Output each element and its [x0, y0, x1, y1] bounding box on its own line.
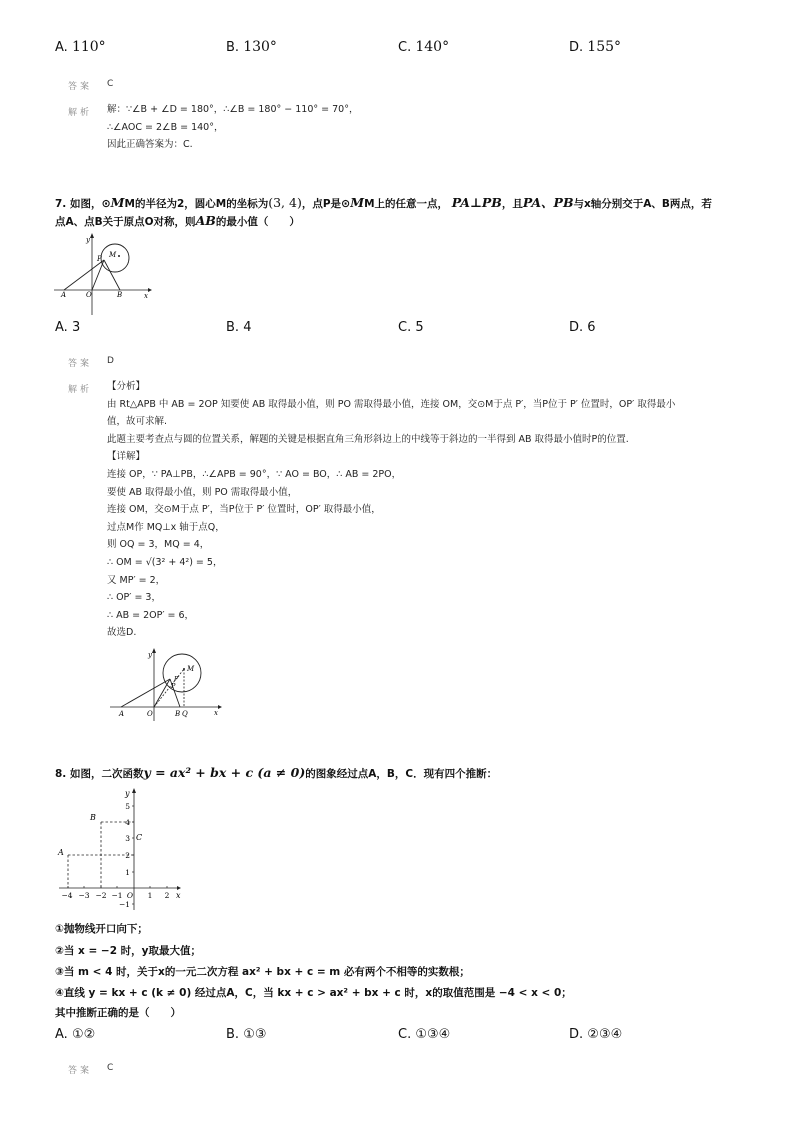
- q6-answer: C: [107, 79, 114, 89]
- q7-answer-label: 答案: [68, 359, 93, 369]
- analysis-line: 又 MP′ = 2，: [107, 574, 166, 586]
- q8-stem: 8. 如图，二次函数y = ax² + bx + c (a ≠ 0)的图象经过点A，B，C．现有四个推断：: [55, 765, 498, 780]
- label-a: A: [61, 291, 67, 299]
- label-y: y: [148, 651, 152, 659]
- y-tick-label: −1: [118, 900, 130, 909]
- question-number: 7.: [55, 198, 67, 210]
- analysis-line: 则 OQ = 3，MQ = 4，: [107, 539, 210, 551]
- label-b: B: [117, 291, 123, 299]
- x-tick-label: 2: [164, 891, 170, 900]
- y-axis-arrow: [90, 233, 94, 238]
- analysis-line: 故选D.: [107, 627, 137, 639]
- option-value: ①③④: [415, 1027, 451, 1042]
- label-p-prime: P′: [174, 676, 180, 683]
- option-value: 6: [587, 320, 596, 335]
- q7-answer: D: [107, 356, 114, 366]
- option-letter: C.: [398, 40, 412, 55]
- y-tick-label: 3: [125, 834, 130, 843]
- circle-dot-icon: ⊙: [101, 197, 111, 210]
- question-number: 8.: [55, 768, 67, 780]
- y-axis-arrow: [132, 788, 136, 793]
- q8-option-b[interactable]: [226, 1027, 267, 1042]
- analysis-line: 要使 AB 取得最小值，则 PO 需取得最小值，: [107, 486, 298, 498]
- q7-option-c[interactable]: [398, 320, 424, 335]
- q7-solution-figure: [108, 645, 228, 725]
- q8-statement-3: ③当 m < 4 时，关于x的一元二次方程 ax² + bx + c = m 必有两个不相等的实数根；: [55, 966, 470, 978]
- x-tick-label: −2: [95, 891, 107, 900]
- option-letter: C.: [398, 320, 412, 335]
- x-tick-label: −4: [61, 891, 73, 900]
- analysis-line: ∴∠AOC = 2∠B = 140°，: [107, 121, 224, 133]
- analysis-line: 【详解】: [107, 451, 146, 463]
- analysis-line: 此题主要考查点与圆的位置关系，解题的关键是根据直角三角形斜边上的中线等于斜边的一半得到 AB 取得最小值时P的位置.: [107, 433, 629, 445]
- y-tick-label: 4: [125, 818, 130, 827]
- x-axis-arrow: [148, 288, 152, 292]
- analysis-line: 由 Rt△APB 中 AB = 2OP 知要使 AB 取得最小值，则 PO 需取得最小值，连接 OM，交⊙M于点 P′，当P位于 P′ 位置时，OP′ 取得最小: [107, 398, 676, 410]
- circle-m: [163, 654, 201, 692]
- x-tick-label: −3: [78, 891, 90, 900]
- label-b: B: [90, 813, 96, 822]
- q7-stem-line2: 点A、点B关于原点O对称，则AB的最小值（ ）: [55, 213, 300, 228]
- q8-statement-2: ②当 x = −2 时，y取最大值；: [55, 945, 202, 957]
- x-tick-label: O: [126, 891, 134, 900]
- option-letter: A.: [55, 320, 68, 335]
- guide-lines: [68, 822, 134, 888]
- analysis-line: ∴ OM = √(3² + 4²) = 5，: [107, 556, 223, 568]
- q8-option-c[interactable]: [398, 1027, 450, 1042]
- option-value: ①③: [243, 1027, 267, 1042]
- y-tick-label: 5: [125, 802, 130, 811]
- q6-option-a[interactable]: [55, 39, 106, 55]
- q7-option-d[interactable]: [569, 320, 596, 335]
- x-axis-arrow: [218, 705, 222, 709]
- label-a: A: [119, 710, 125, 718]
- segment-om: [154, 669, 184, 707]
- q8-closing: 其中推断正确的是（ ）: [55, 1007, 181, 1019]
- label-x: x: [214, 709, 218, 717]
- q7-stem-line1: 7. 如图，⊙MM的半径为2，圆心M的坐标为(3, 4)，点P是⊙MM上的任意一点， PA⊥PB，且PA、PB与x轴分别交于A、B两点，若: [55, 195, 712, 210]
- y-tick-label: 1: [125, 868, 130, 877]
- q6-analysis: [107, 101, 358, 154]
- option-value: ②③④: [587, 1027, 623, 1042]
- q8-answer-label: 答案: [68, 1066, 93, 1076]
- analysis-line: ∴ AB = 2OP′ = 6，: [107, 609, 195, 621]
- option-value: 4: [243, 320, 252, 335]
- option-value: 3: [71, 320, 81, 335]
- option-letter: B.: [226, 320, 240, 335]
- q8-statement-1: ①抛物线开口向下；: [55, 923, 148, 935]
- analysis-line: 解：∵∠B + ∠D = 180°，∴∠B = 180° − 110° = 70°，: [107, 104, 359, 115]
- option-value: 130°: [243, 39, 277, 55]
- label-y: y: [125, 789, 130, 798]
- analysis-line: 值，故可求解.: [107, 416, 168, 428]
- label-b: B: [175, 710, 181, 718]
- analysis-line: 连接 OM，交⊙M于点 P′，当P位于 P′ 位置时，OP′ 取得最小值，: [107, 504, 381, 516]
- q8-option-a[interactable]: [55, 1027, 95, 1042]
- x-tick-label: 1: [147, 891, 153, 900]
- analysis-line: 过点M作 MQ⊥x 轴于点Q，: [107, 521, 225, 533]
- q6-option-b[interactable]: [226, 39, 277, 55]
- option-letter: A.: [55, 40, 68, 55]
- option-value: 5: [415, 320, 424, 335]
- q7-figure: [50, 230, 155, 320]
- analysis-line: ∴ OP′ = 3，: [107, 592, 161, 604]
- q8-statement-4: ④直线 y = kx + c (k ≠ 0) 经过点A，C，当 kx + c > ax² + bx + c 时，x的取值范围是 −4 < x < 0；: [55, 987, 572, 999]
- option-letter: A.: [55, 1027, 68, 1042]
- q6-option-c[interactable]: [398, 39, 449, 55]
- q6-option-d[interactable]: [569, 39, 621, 55]
- label-o: O: [147, 710, 153, 718]
- label-y: y: [86, 236, 90, 244]
- option-letter: D.: [569, 40, 584, 55]
- label-m: M: [109, 251, 117, 259]
- segment-pa: [121, 679, 170, 707]
- option-value: 110°: [71, 39, 106, 55]
- q7-analysis: [107, 378, 722, 642]
- option-value: 155°: [587, 39, 622, 55]
- label-o: O: [86, 291, 92, 299]
- x-axis-arrow: [177, 886, 181, 890]
- label-p: P: [97, 255, 102, 263]
- y-tick-label: 2: [125, 851, 130, 860]
- q7-option-b[interactable]: [226, 320, 251, 335]
- center-m: [118, 255, 120, 257]
- analysis-line: 【分析】: [107, 381, 146, 392]
- analysis-line: 连接 OP，∵ PA⊥PB，∴∠APB = 90°，∵ AO = BO，∴ AB = 2PO，: [107, 468, 402, 480]
- option-letter: C.: [398, 1027, 412, 1042]
- q8-figure: [55, 785, 185, 915]
- label-m: M: [187, 665, 195, 673]
- q6-analysis-label: 解析: [68, 108, 93, 118]
- circle-dot-icon: ⊙: [341, 197, 351, 210]
- q7-analysis-label: 解析: [68, 385, 93, 395]
- q7-option-a[interactable]: [55, 320, 80, 335]
- q6-answer-label: 答案: [68, 82, 93, 92]
- option-letter: B.: [226, 1027, 240, 1042]
- x-tick-label: −1: [111, 891, 123, 900]
- q8-answer: C: [107, 1063, 114, 1073]
- analysis-line: 因此正确答案为：C.: [107, 139, 193, 151]
- option-letter: D.: [569, 320, 584, 335]
- option-letter: B.: [226, 40, 240, 55]
- option-letter: D.: [569, 1027, 584, 1042]
- segment-pb: [104, 260, 120, 290]
- option-value: ①②: [71, 1027, 96, 1042]
- label-x: x: [144, 292, 148, 300]
- option-value: 140°: [415, 39, 450, 55]
- label-a: A: [58, 848, 64, 857]
- label-x: x: [176, 891, 181, 900]
- label-q: Q: [182, 710, 188, 718]
- q8-option-d[interactable]: [569, 1027, 622, 1042]
- y-axis-arrow: [152, 648, 156, 653]
- label-p: P: [171, 682, 176, 690]
- label-c: C: [136, 833, 143, 842]
